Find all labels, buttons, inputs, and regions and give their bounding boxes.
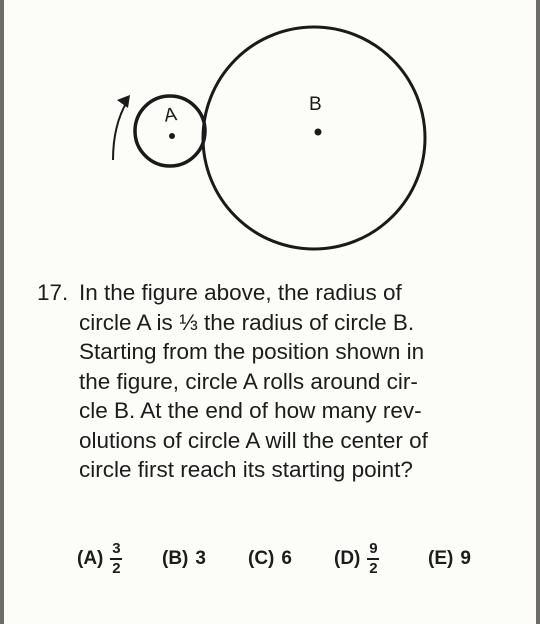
question-line: cle B. At the end of how many rev- [79,398,422,423]
answer-choice-b[interactable] [162,533,206,585]
fraction [110,541,122,577]
fraction-denominator: 2 [369,560,378,577]
fraction-numerator: 3 [112,540,121,557]
page [4,0,536,624]
choice-letter: (A) [77,548,104,569]
circles-figure [4,0,536,270]
question-line: the figure, circle A rolls around cir- [79,368,418,394]
choice-letter: (B) [162,548,189,569]
circle-a-label: A [162,104,179,127]
question-line: circle first reach its starting point? [79,457,413,482]
choice-value: 3 [195,548,206,569]
fraction [367,541,379,577]
circle-b-label: B [309,94,322,115]
choice-value: 9 [460,548,471,569]
choice-letter: (E) [428,548,454,569]
choice-value: 6 [281,548,292,569]
question-line: olutions of circle A will the center of [79,427,428,453]
answer-choices [77,533,517,585]
answer-choice-d[interactable] [334,533,379,585]
fraction-denominator: 2 [112,560,121,577]
curved-arrow-icon [113,95,130,160]
answer-choice-c[interactable] [248,533,292,585]
circle-b [203,27,425,249]
question-line: In the figure above, the radius of [79,280,402,305]
circle-a-center [169,133,175,139]
choice-letter: (C) [248,548,275,569]
fraction-numerator: 9 [369,540,378,557]
question-text [79,278,519,485]
question-line: Starting from the position shown in [79,339,425,364]
answer-choice-a[interactable] [77,533,122,585]
answer-choice-e[interactable] [428,533,471,585]
question-line: circle A is ⅓ the radius of circle B. [79,309,415,335]
question-number: 17. [37,280,69,305]
choice-letter: (D) [334,548,361,569]
circle-b-center [315,129,322,136]
